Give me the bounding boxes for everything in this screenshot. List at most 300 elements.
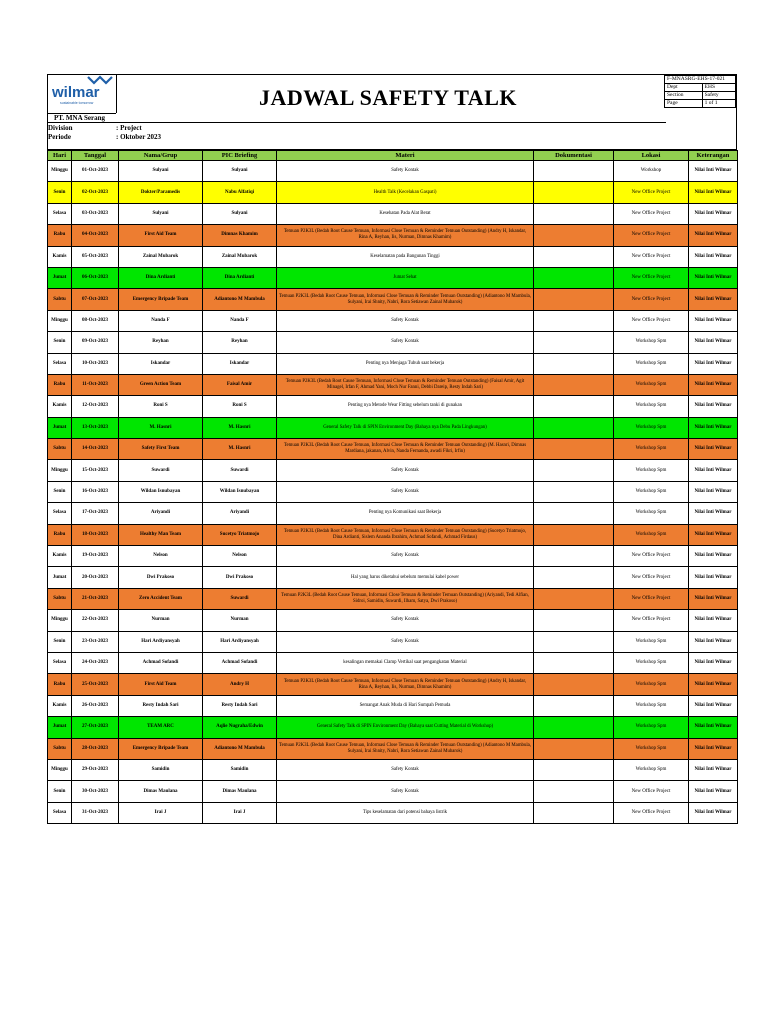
table-row <box>48 161 738 182</box>
table-row <box>48 695 738 716</box>
date-cell: 14-Oct-2023 <box>72 439 119 460</box>
location-cell: Workshop Spm <box>614 460 689 481</box>
table-row <box>48 203 738 224</box>
date-cell: 03-Oct-2023 <box>72 203 119 224</box>
note-cell: Nilai Inti Wilmar <box>689 503 738 524</box>
date-cell: 22-Oct-2023 <box>72 610 119 631</box>
day-cell: Rabu <box>48 225 72 246</box>
group-cell: Roni S <box>119 396 203 417</box>
note-cell: Nilai Inti Wilmar <box>689 588 738 609</box>
date-cell: 09-Oct-2023 <box>72 332 119 353</box>
note-cell: Nilai Inti Wilmar <box>689 674 738 695</box>
documentation-cell <box>534 631 614 652</box>
group-cell: Samidin <box>119 759 203 780</box>
column-header: Dokumentasi <box>534 151 614 161</box>
group-cell: Healthy Man Team <box>119 524 203 545</box>
topic-cell: Jumat Sehat <box>277 267 534 288</box>
day-cell: Minggu <box>48 161 72 182</box>
topic-cell: Kesehatan Pada Alat Berat <box>277 203 534 224</box>
pic-cell: Suwardi <box>203 588 277 609</box>
group-cell: Reyhan <box>119 332 203 353</box>
documentation-cell <box>534 588 614 609</box>
documentation-cell <box>534 439 614 460</box>
location-cell: Workshop Spm <box>614 524 689 545</box>
note-cell: Nilai Inti Wilmar <box>689 310 738 331</box>
note-cell: Nilai Inti Wilmar <box>689 417 738 438</box>
section-label: Section <box>665 92 703 100</box>
group-cell: Wildan Isnubayan <box>119 481 203 502</box>
group-cell: Achmad Sofandi <box>119 652 203 673</box>
page-value: 1 of 1 <box>702 100 735 108</box>
location-cell: New Office Project <box>614 802 689 823</box>
table-row <box>48 524 738 545</box>
day-cell: Jumat <box>48 567 72 588</box>
table-row <box>48 610 738 631</box>
pic-cell: Achmad Sofandi <box>203 652 277 673</box>
location-cell: New Office Project <box>614 567 689 588</box>
date-cell: 28-Oct-2023 <box>72 738 119 759</box>
date-cell: 25-Oct-2023 <box>72 674 119 695</box>
pic-cell: M. Hasnri <box>203 417 277 438</box>
location-cell: Workshop Spm <box>614 631 689 652</box>
topic-cell: Penting nya Komunikasi saat Bekerja <box>277 503 534 524</box>
table-header-row <box>48 151 738 161</box>
day-cell: Sabtu <box>48 588 72 609</box>
table-row <box>48 225 738 246</box>
documentation-cell <box>534 481 614 502</box>
topic-cell: Temuan P2K3L (Bedah Root Cause Temuan, Informasi Close Temuan & Reminder Temuan Outstanding) (Sucetyo Triatmojo, Dina Ardianti, Sislem Ananda Ibrahim, Achmad Sofandi, Achmad Firdaus) <box>277 524 534 545</box>
day-cell: Kamis <box>48 695 72 716</box>
documentation-cell <box>534 759 614 780</box>
table-row <box>48 439 738 460</box>
date-cell: 17-Oct-2023 <box>72 503 119 524</box>
pic-cell: Dimas Maulana <box>203 781 277 802</box>
group-cell: Dwi Prakoso <box>119 567 203 588</box>
note-cell: Nilai Inti Wilmar <box>689 374 738 395</box>
note-cell: Nilai Inti Wilmar <box>689 652 738 673</box>
location-cell: Workshop Spm <box>614 738 689 759</box>
documentation-cell <box>534 267 614 288</box>
table-row <box>48 546 738 567</box>
note-cell: Nilai Inti Wilmar <box>689 759 738 780</box>
table-row <box>48 332 738 353</box>
table-row <box>48 652 738 673</box>
pic-cell: Zainal Mubarok <box>203 246 277 267</box>
note-cell: Nilai Inti Wilmar <box>689 567 738 588</box>
table-row <box>48 246 738 267</box>
date-cell: 11-Oct-2023 <box>72 374 119 395</box>
note-cell: Nilai Inti Wilmar <box>689 610 738 631</box>
documentation-cell <box>534 417 614 438</box>
pic-cell: Sulyani <box>203 203 277 224</box>
location-cell: Workshop Spm <box>614 417 689 438</box>
group-cell: Sulyani <box>119 161 203 182</box>
pic-cell: Irai J <box>203 802 277 823</box>
day-cell: Kamis <box>48 546 72 567</box>
pic-cell: Dina Ardianti <box>203 267 277 288</box>
note-cell: Nilai Inti Wilmar <box>689 267 738 288</box>
pic-cell: Hari Ardiyansyah <box>203 631 277 652</box>
group-cell: Suwardi <box>119 460 203 481</box>
day-cell: Senin <box>48 332 72 353</box>
day-cell: Selasa <box>48 203 72 224</box>
column-header: Tanggal <box>72 151 119 161</box>
divider <box>116 75 117 113</box>
group-cell: Dokter/Paramedis <box>119 182 203 203</box>
day-cell: Rabu <box>48 374 72 395</box>
topic-cell: Safety Kontak <box>277 610 534 631</box>
note-cell: Nilai Inti Wilmar <box>689 332 738 353</box>
column-header: Hari <box>48 151 72 161</box>
group-cell: Safety First Team <box>119 439 203 460</box>
documentation-cell <box>534 460 614 481</box>
documentation-cell <box>534 396 614 417</box>
note-cell: Nilai Inti Wilmar <box>689 182 738 203</box>
note-cell: Nilai Inti Wilmar <box>689 289 738 310</box>
pic-cell: Wildan Isnubayan <box>203 481 277 502</box>
day-cell: Minggu <box>48 310 72 331</box>
note-cell: Nilai Inti Wilmar <box>689 738 738 759</box>
group-cell: Emergency Bripade Team <box>119 738 203 759</box>
pic-cell: Andry H <box>203 674 277 695</box>
topic-cell: Penting nya Metode Wear Fitting sebelum tanki di gunakan <box>277 396 534 417</box>
date-cell: 27-Oct-2023 <box>72 717 119 738</box>
day-cell: Senin <box>48 631 72 652</box>
location-cell: Workshop Spm <box>614 374 689 395</box>
date-cell: 06-Oct-2023 <box>72 267 119 288</box>
note-cell: Nilai Inti Wilmar <box>689 225 738 246</box>
topic-cell: Safety Kontak <box>277 481 534 502</box>
wilmar-logo <box>48 75 118 115</box>
schedule-sheet <box>47 74 737 824</box>
note-cell: Nilai Inti Wilmar <box>689 460 738 481</box>
table-row <box>48 717 738 738</box>
topic-cell: Temuan P2K3L (Bedah Root Cause Temuan, Informasi Close Temuan & Reminder Temuan Outstanding) (Adiantono M Mambula, Sulyani, Irai Shnity, Nabri, Rora Setiawan Zainal Mubarok) <box>277 289 534 310</box>
location-cell: New Office Project <box>614 610 689 631</box>
documentation-cell <box>534 353 614 374</box>
group-cell: Zainal Mubarok <box>119 246 203 267</box>
table-row <box>48 289 738 310</box>
day-cell: Senin <box>48 481 72 502</box>
topic-cell: Temuan P2K3L (Bedah Root Cause Temuan, Informasi Close Temuan & Reminder Temuan Outstanding) (Andry H, Iskandar, Rina A, Reyhan, Iis, Nurman, Dimnas Khamim) <box>277 225 534 246</box>
date-cell: 01-Oct-2023 <box>72 161 119 182</box>
topic-cell: Safety Kontak <box>277 310 534 331</box>
day-cell: Selasa <box>48 652 72 673</box>
table-row <box>48 588 738 609</box>
table-row <box>48 567 738 588</box>
topic-cell: Safety Kontak <box>277 161 534 182</box>
pic-cell: Adiantono M Mambula <box>203 289 277 310</box>
pic-cell: Sulyani <box>203 161 277 182</box>
pic-cell: Dwi Prakoso <box>203 567 277 588</box>
column-header: Lokasi <box>614 151 689 161</box>
documentation-cell <box>534 567 614 588</box>
day-cell: Selasa <box>48 802 72 823</box>
topic-cell: Safety Kontak <box>277 460 534 481</box>
group-cell: Iskandar <box>119 353 203 374</box>
note-cell: Nilai Inti Wilmar <box>689 481 738 502</box>
group-cell: Zero Accident Team <box>119 588 203 609</box>
table-row <box>48 182 738 203</box>
date-cell: 07-Oct-2023 <box>72 289 119 310</box>
pic-cell: Faisal Amir <box>203 374 277 395</box>
dept-value: EHS <box>702 84 735 92</box>
page-title: JADWAL SAFETY TALK <box>259 85 517 110</box>
group-cell: M. Hasnri <box>119 417 203 438</box>
table-row <box>48 631 738 652</box>
day-cell: Selasa <box>48 353 72 374</box>
day-cell: Rabu <box>48 674 72 695</box>
schedule-table <box>47 150 738 824</box>
date-cell: 15-Oct-2023 <box>72 460 119 481</box>
date-cell: 12-Oct-2023 <box>72 396 119 417</box>
topic-cell: Safety Kontak <box>277 781 534 802</box>
group-cell: Nelson <box>119 546 203 567</box>
date-cell: 29-Oct-2023 <box>72 759 119 780</box>
documentation-cell <box>534 310 614 331</box>
table-row <box>48 481 738 502</box>
table-row <box>48 460 738 481</box>
location-cell: Workshop Spm <box>614 332 689 353</box>
company-name: PT. MNA Serang <box>54 114 106 122</box>
pic-cell: M. Hasnri <box>203 439 277 460</box>
table-row <box>48 374 738 395</box>
documentation-cell <box>534 652 614 673</box>
topic-cell: Penting nya Menjaga Tubuh saat bekerja <box>277 353 534 374</box>
date-cell: 08-Oct-2023 <box>72 310 119 331</box>
table-row <box>48 267 738 288</box>
note-cell: Nilai Inti Wilmar <box>689 802 738 823</box>
table-row <box>48 738 738 759</box>
location-cell: Workshop Spm <box>614 759 689 780</box>
documentation-cell <box>534 717 614 738</box>
location-cell: Workshop Spm <box>614 396 689 417</box>
topic-cell: Hal yang harus diketahui sebelum memulai kabel power <box>277 567 534 588</box>
topic-cell: Safety Kontak <box>277 759 534 780</box>
note-cell: Nilai Inti Wilmar <box>689 203 738 224</box>
date-cell: 24-Oct-2023 <box>72 652 119 673</box>
note-cell: Nilai Inti Wilmar <box>689 631 738 652</box>
periode-value: : Oktober 2023 <box>116 133 161 141</box>
table-row <box>48 396 738 417</box>
topic-cell: General Safety Talk di SPIN Environment Day (Bahaya saat Cutting Material di Workshop) <box>277 717 534 738</box>
day-cell: Sabtu <box>48 738 72 759</box>
group-cell: Dina Ardianti <box>119 267 203 288</box>
topic-cell: Temuan P2K3L (Bedah Root Cause Temuan, Informasi Close Temuan & Reminder Temuan Outstanding) (Andry H, Iskandar, Rina A, Reyhan, Iis, Nurman, Dimnas Khamim) <box>277 674 534 695</box>
day-cell: Selasa <box>48 503 72 524</box>
topic-cell: Temuan P2K3L (Bedah Root Cause Temuan, Informasi Close Temuan & Reminder Temuan Outstanding) (Adiantono M Mambula, Sulyani, Irai Shnity, Nabri, Rora Setiawan Zainal Mubarok) <box>277 738 534 759</box>
svg-text:wilmar: wilmar <box>52 84 100 101</box>
day-cell: Jumat <box>48 417 72 438</box>
note-cell: Nilai Inti Wilmar <box>689 439 738 460</box>
column-header: Keterangan <box>689 151 738 161</box>
dept-label: Dept <box>665 84 703 92</box>
day-cell: Kamis <box>48 246 72 267</box>
column-header: PIC Briefing <box>203 151 277 161</box>
date-cell: 04-Oct-2023 <box>72 225 119 246</box>
column-header: Nama/Grup <box>119 151 203 161</box>
topic-cell: Temuan P2K3L (Bedah Root Cause Temuan, Informasi Close Temuan & Reminder Temuan Outstanding) (Ariyandi, Tedi Alfian, Sidroi, Samidin, Suwardi, Ilham, Satya, Dwi Prakoso) <box>277 588 534 609</box>
documentation-cell <box>534 802 614 823</box>
date-cell: 16-Oct-2023 <box>72 481 119 502</box>
location-cell: Workshop Spm <box>614 503 689 524</box>
location-cell: Workshop Spm <box>614 674 689 695</box>
location-cell: Workshop Spm <box>614 481 689 502</box>
pic-cell: Nanda F <box>203 310 277 331</box>
documentation-cell <box>534 674 614 695</box>
location-cell: New Office Project <box>614 203 689 224</box>
topic-cell: Semangat Anak Muda di Hari Sumpah Pemuda <box>277 695 534 716</box>
day-cell: Senin <box>48 182 72 203</box>
documentation-cell <box>534 332 614 353</box>
date-cell: 02-Oct-2023 <box>72 182 119 203</box>
note-cell: Nilai Inti Wilmar <box>689 781 738 802</box>
division-label: Division <box>48 124 73 132</box>
note-cell: Nilai Inti Wilmar <box>689 524 738 545</box>
location-cell: Workshop <box>614 161 689 182</box>
day-cell: Minggu <box>48 759 72 780</box>
table-row <box>48 503 738 524</box>
note-cell: Nilai Inti Wilmar <box>689 396 738 417</box>
pic-cell: Dimnas Khamim <box>203 225 277 246</box>
topic-cell: Tips keselamatan dari potensi bahaya listrik <box>277 802 534 823</box>
documentation-cell <box>534 695 614 716</box>
pic-cell: Samidin <box>203 759 277 780</box>
location-cell: New Office Project <box>614 546 689 567</box>
document-header <box>47 74 737 150</box>
topic-cell: Health Talk (Kecelakan Gaspati) <box>277 182 534 203</box>
pic-cell: Roni S <box>203 396 277 417</box>
group-cell: Ariyandi <box>119 503 203 524</box>
date-cell: 10-Oct-2023 <box>72 353 119 374</box>
documentation-cell <box>534 610 614 631</box>
group-cell: Hari Ardiyansyah <box>119 631 203 652</box>
table-row <box>48 802 738 823</box>
day-cell: Minggu <box>48 460 72 481</box>
location-cell: New Office Project <box>614 246 689 267</box>
pic-cell: Nurman <box>203 610 277 631</box>
date-cell: 21-Oct-2023 <box>72 588 119 609</box>
location-cell: New Office Project <box>614 225 689 246</box>
documentation-cell <box>534 781 614 802</box>
date-cell: 13-Oct-2023 <box>72 417 119 438</box>
pic-cell: Reyhan <box>203 332 277 353</box>
group-cell: Dimas Maulana <box>119 781 203 802</box>
location-cell: New Office Project <box>614 588 689 609</box>
pic-cell: Aqlie Nugraha/Edwin <box>203 717 277 738</box>
documentation-cell <box>534 546 614 567</box>
page-label: Page <box>665 100 703 108</box>
topic-cell: General Safety Talk di SPIN Environment Day (Bahaya nya Debu Pada Lingkungan) <box>277 417 534 438</box>
section-value: Safety <box>702 92 735 100</box>
table-row <box>48 353 738 374</box>
date-cell: 20-Oct-2023 <box>72 567 119 588</box>
table-row <box>48 310 738 331</box>
pic-cell: Adiantono M Mambula <box>203 738 277 759</box>
day-cell: Sabtu <box>48 289 72 310</box>
group-cell: Resty Indah Sari <box>119 695 203 716</box>
group-cell: Sulyani <box>119 203 203 224</box>
day-cell: Sabtu <box>48 439 72 460</box>
date-cell: 30-Oct-2023 <box>72 781 119 802</box>
documentation-cell <box>534 524 614 545</box>
day-cell: Rabu <box>48 524 72 545</box>
location-cell: New Office Project <box>614 289 689 310</box>
day-cell: Minggu <box>48 610 72 631</box>
note-cell: Nilai Inti Wilmar <box>689 695 738 716</box>
table-row <box>48 417 738 438</box>
location-cell: Workshop Spm <box>614 717 689 738</box>
note-cell: Nilai Inti Wilmar <box>689 717 738 738</box>
topic-cell: Temuan P2K3L (Bedah Root Cause Temuan, Informasi Close Temuan & Reminder Temuan Outstanding) (Faisal Amir, Agit Minagel, Irfan F, Ahmad Yani, Moch Nur Fanni, Debbi Dareip, Resty Indah Sari) <box>277 374 534 395</box>
periode-label: Periode <box>48 133 71 141</box>
date-cell: 23-Oct-2023 <box>72 631 119 652</box>
note-cell: Nilai Inti Wilmar <box>689 353 738 374</box>
column-header: Materi <box>277 151 534 161</box>
table-row <box>48 759 738 780</box>
group-cell: Nanda F <box>119 310 203 331</box>
documentation-cell <box>534 161 614 182</box>
group-cell: Nurman <box>119 610 203 631</box>
documentation-cell <box>534 182 614 203</box>
pic-cell: Ariyandi <box>203 503 277 524</box>
documentation-cell <box>534 225 614 246</box>
location-cell: New Office Project <box>614 310 689 331</box>
note-cell: Nilai Inti Wilmar <box>689 246 738 267</box>
day-cell: Jumat <box>48 717 72 738</box>
documentation-cell <box>534 374 614 395</box>
group-cell: Irai J <box>119 802 203 823</box>
documentation-cell <box>534 738 614 759</box>
division-value: : Project <box>116 124 142 132</box>
location-cell: Workshop Spm <box>614 439 689 460</box>
date-cell: 18-Oct-2023 <box>72 524 119 545</box>
date-cell: 31-Oct-2023 <box>72 802 119 823</box>
documentation-cell <box>534 246 614 267</box>
group-cell: TEAM ARC <box>119 717 203 738</box>
day-cell: Jumat <box>48 267 72 288</box>
documentation-cell <box>534 289 614 310</box>
topic-cell: Safety Kontak <box>277 631 534 652</box>
note-cell: Nilai Inti Wilmar <box>689 161 738 182</box>
location-cell: Workshop Spm <box>614 353 689 374</box>
pic-cell: Nabu Alfatiqi <box>203 182 277 203</box>
topic-cell: Keselamatan pada Bangunan Tinggi <box>277 246 534 267</box>
group-cell: First Aid Team <box>119 225 203 246</box>
location-cell: Workshop Spm <box>614 695 689 716</box>
pic-cell: Suwardi <box>203 460 277 481</box>
topic-cell: Safety Kontak <box>277 546 534 567</box>
document-control-table <box>664 75 736 108</box>
group-cell: First Aid Team <box>119 674 203 695</box>
pic-cell: Nelson <box>203 546 277 567</box>
location-cell: New Office Project <box>614 267 689 288</box>
group-cell: Green Action Team <box>119 374 203 395</box>
topic-cell: kesalingan memakai Clamp Vertikal saat pengangkatan Material <box>277 652 534 673</box>
location-cell: New Office Project <box>614 182 689 203</box>
pic-cell: Sucetyo Triatmojo <box>203 524 277 545</box>
svg-text:sustainable tomorrow: sustainable tomorrow <box>60 101 94 105</box>
note-cell: Nilai Inti Wilmar <box>689 546 738 567</box>
day-cell: Kamis <box>48 396 72 417</box>
location-cell: Workshop Spm <box>614 652 689 673</box>
topic-cell: Safety Kontak <box>277 332 534 353</box>
topic-cell: Temuan P2K3L (Bedah Root Cause Temuan, Informasi Close Temuan & Reminder Temuan Outstanding) (M. Hasnri, Dimnas Mardiana, jakanan, Alvin, Nanda Fernanda, awadi Fikri, Irfin) <box>277 439 534 460</box>
table-row <box>48 674 738 695</box>
location-cell: New Office Project <box>614 781 689 802</box>
document-number: F-MNASRG-EHS-17-021 <box>665 76 736 84</box>
divider <box>48 122 666 123</box>
